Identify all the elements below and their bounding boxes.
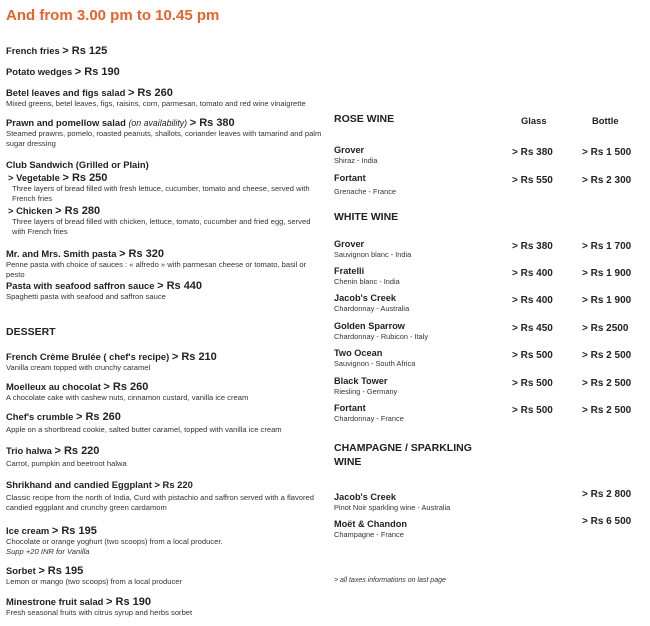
bottle-column-header: Bottle <box>592 115 619 126</box>
item-price: > Rs 195 <box>38 565 84 577</box>
item-name: Chef's crumble <box>6 411 74 422</box>
item-name: Prawn and pomellow salad <box>6 117 126 128</box>
item-price: > Rs 250 <box>62 172 108 184</box>
item-name: Ice cream <box>6 525 50 536</box>
item-price: > Rs 125 <box>62 45 108 57</box>
wine-region: Chardonnay - Rubicon - Italy <box>334 332 429 341</box>
glass-price: > Rs 500 <box>512 350 553 361</box>
item-price: > Rs 280 <box>55 205 101 217</box>
glass-price: > Rs 500 <box>512 378 553 389</box>
glass-price: > Rs 380 <box>512 241 553 252</box>
item-description: Fresh seasonal fruits with citrus syrup and herbs sorbet <box>6 608 193 617</box>
glass-price: > Rs 380 <box>512 147 553 158</box>
dessert-item <box>6 351 324 373</box>
menu-item <box>6 66 324 78</box>
menu-item <box>6 45 324 57</box>
glass-price: > Rs 500 <box>512 405 553 416</box>
wine-region: Riesling - Germany <box>334 387 398 396</box>
item-description: Classic recipe from the north of India, Curd with pistachio and saffron served with a flavored candied eggplant and crunchy green cardamom <box>6 493 314 512</box>
wine-name: Fratelli <box>334 266 365 276</box>
item-name: Potato wedges <box>6 66 73 77</box>
glass-price: > Rs 450 <box>512 323 553 334</box>
dessert-item <box>6 596 324 618</box>
item-supplement: Supp +20 INR for Vanilla <box>6 546 90 556</box>
dessert-item <box>6 479 324 512</box>
wine-region: Chardonnay - Australia <box>334 304 410 313</box>
item-description: Chocolate or orange yoghurt (two scoops) from a local producer. <box>6 537 223 546</box>
glass-price: > Rs 400 <box>512 268 553 279</box>
item-description: Vanilla cream topped with crunchy caramel <box>6 363 151 372</box>
dessert-item <box>6 381 324 403</box>
item-name: Betel leaves and figs salad <box>6 87 126 98</box>
glass-price: > Rs 400 <box>512 295 553 306</box>
bottle-price: > Rs 1 900 <box>582 268 632 279</box>
item-price: > Rs 260 <box>127 87 173 99</box>
item-name: French fries <box>6 45 60 56</box>
item-description: Lemon or mango (two scoops) from a local producer <box>6 577 183 586</box>
item-description: Mixed greens, betel leaves, figs, raisins, corn, parmesan, tomato and red wine vinaigrette <box>6 99 306 108</box>
white-wine-title: WHITE WINE <box>334 211 399 223</box>
wine-row <box>334 348 644 369</box>
menu-subitem <box>6 205 324 236</box>
menu-item <box>6 248 324 279</box>
menu-subitem <box>6 172 324 203</box>
item-description: Steamed prawns, pomelo, roasted peanuts, shallots, coriander leaves with tamarind and palm sugar dressing <box>6 129 322 148</box>
item-name: Moelleux au chocolat <box>6 381 101 392</box>
wine-region: Shiraz - India <box>334 156 378 165</box>
rose-wine-title: ROSE WINE <box>334 113 395 125</box>
item-description: Spaghetti pasta with seafood and saffron sauce <box>6 292 166 301</box>
tax-footnote: > all taxes informations on last page <box>334 577 446 584</box>
item-description: Apple on a shortbread cookie, salted butter caramel, topped with vanilla ice cream <box>6 425 282 434</box>
item-price: > Rs 220 <box>154 479 193 490</box>
wine-row <box>334 403 644 424</box>
item-price: > Rs 210 <box>171 351 217 363</box>
item-price: > Rs 380 <box>189 117 235 129</box>
item-name: > Chicken <box>8 205 53 216</box>
item-description: Three layers of bread filled with fresh lettuce, cucumber, tomato and cheese, served with French fries <box>12 184 310 203</box>
champagne-title: CHAMPAGNE / SPARKLING <box>334 442 472 454</box>
champagne-title-line2: WINE <box>334 456 362 468</box>
wine-region: Sauvignon - South Africa <box>334 359 416 368</box>
menu-item <box>6 159 324 171</box>
wine-name: Two Ocean <box>334 348 383 358</box>
wine-row <box>334 321 644 342</box>
dessert-item <box>6 411 324 435</box>
dessert-item <box>6 565 324 587</box>
item-price: > Rs 440 <box>157 280 203 292</box>
bottle-price: > Rs 2 500 <box>582 378 632 389</box>
menu-item <box>6 117 324 148</box>
item-price: > Rs 190 <box>74 66 120 78</box>
bottle-price: > Rs 2 500 <box>582 350 632 361</box>
item-price: > Rs 320 <box>119 248 165 260</box>
item-name: Pasta with seafood saffron sauce <box>6 280 155 291</box>
item-description: Penne pasta with choice of sauces : « alfredo » with parmesan cheese or tomato, basil or pesto <box>6 260 307 279</box>
item-description: Three layers of bread filled with chicken, lettuce, tomato, cucumber and fried egg, served with French fries <box>12 217 311 236</box>
item-name: Shrikhand and candied Eggplant <box>6 479 152 490</box>
glass-price: > Rs 550 <box>512 175 553 186</box>
bottle-price: > Rs 1 700 <box>582 241 632 252</box>
item-name: French Crème Brulée ( chef's recipe) <box>6 351 170 362</box>
item-price: > Rs 260 <box>75 411 121 423</box>
wine-row <box>334 489 644 513</box>
bottle-price: > Rs 2500 <box>582 323 629 334</box>
wine-region: Pinot Noir sparkling wine - Australia <box>334 503 451 512</box>
bottle-price: > Rs 2 800 <box>582 489 632 500</box>
item-name: Trio halwa <box>6 445 52 456</box>
item-price: > Rs 220 <box>54 445 100 457</box>
glass-column-header: Glass <box>521 115 547 126</box>
wine-region: Sauvignon blanc - India <box>334 250 412 259</box>
item-description: A chocolate cake with cashew nuts, cinnamon custard, vanilla ice cream <box>6 393 249 402</box>
dessert-item <box>6 525 324 556</box>
item-price: > Rs 190 <box>106 596 151 608</box>
wine-name: Jacob's Creek <box>334 492 396 502</box>
item-note: (on availability) <box>128 118 188 128</box>
item-name: > Vegetable <box>8 172 60 183</box>
item-price: > Rs 260 <box>103 381 149 393</box>
wine-name: Grover <box>334 239 365 249</box>
wine-region: Chardonnay - France <box>334 414 404 423</box>
bottle-price: > Rs 2 500 <box>582 405 632 416</box>
menu-item <box>6 280 324 302</box>
bottle-price: > Rs 1 500 <box>582 147 632 158</box>
item-price: > Rs 195 <box>51 525 97 537</box>
wine-row <box>334 266 644 287</box>
bottle-price: > Rs 6 500 <box>582 516 632 527</box>
dessert-title: DESSERT <box>6 326 56 338</box>
bottle-price: > Rs 2 300 <box>582 175 632 186</box>
wine-region: Champagne - France <box>334 530 404 539</box>
wine-name: Golden Sparrow <box>334 321 405 331</box>
page-header: And from 3.00 pm to 10.45 pm <box>6 7 220 24</box>
wine-row <box>334 293 644 314</box>
wine-name: Moët & Chandon <box>334 519 407 529</box>
wine-region: Grenache - France <box>334 187 397 196</box>
wine-row <box>334 376 644 397</box>
wine-row <box>334 239 644 260</box>
item-name: Sorbet <box>6 565 36 576</box>
item-name: Minestrone fruit salad <box>6 596 104 607</box>
wine-name: Grover <box>334 145 365 155</box>
wine-row <box>334 173 644 197</box>
item-name: Club Sandwich (Grilled or Plain) <box>6 159 149 170</box>
wine-region: Chenin blanc - India <box>334 277 400 286</box>
item-name: Mr. and Mrs. Smith pasta <box>6 248 117 259</box>
wine-row <box>334 516 644 540</box>
wine-row <box>334 145 644 166</box>
dessert-item <box>6 445 324 469</box>
wine-name: Fortant <box>334 173 366 183</box>
item-description: Carrot, pumpkin and beetroot halwa <box>6 459 127 468</box>
menu-item <box>6 87 324 109</box>
wine-name: Black Tower <box>334 376 388 386</box>
wine-name: Jacob's Creek <box>334 293 396 303</box>
wine-name: Fortant <box>334 403 366 413</box>
bottle-price: > Rs 1 900 <box>582 295 632 306</box>
